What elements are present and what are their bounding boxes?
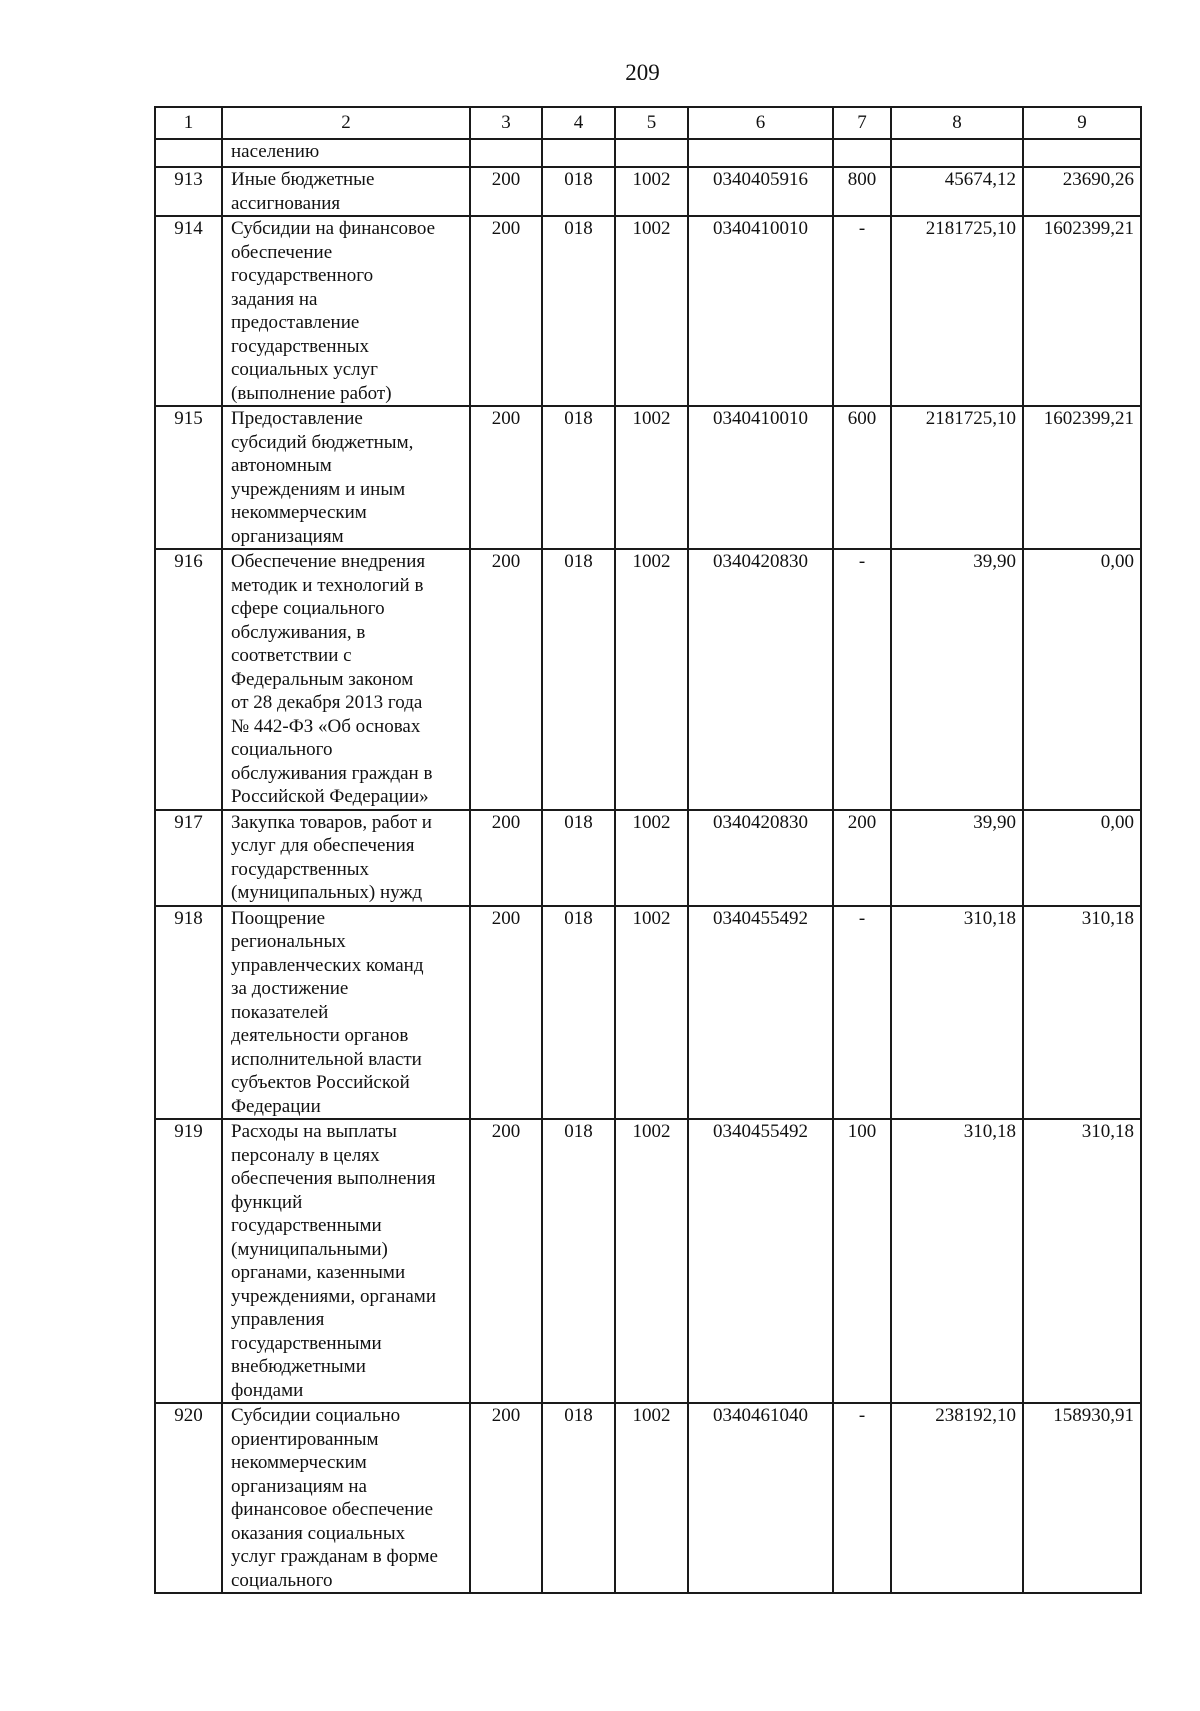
cell-col-6: 0340455492: [688, 906, 833, 1120]
cell-col-9: 310,18: [1023, 906, 1141, 1120]
cell-col-3: 200: [470, 216, 542, 406]
description-line: функций: [231, 1191, 303, 1213]
cell-col-7: 200: [833, 810, 891, 906]
column-header: 6: [688, 107, 833, 139]
cell-col-6: 0340410010: [688, 406, 833, 549]
description-line: некоммерческим: [231, 502, 367, 523]
table-row: [155, 1119, 1141, 1403]
cell-col-8: 238192,10: [891, 1403, 1023, 1593]
column-header: 3: [470, 107, 542, 139]
description-line: Закупка товаров, работ и: [231, 811, 432, 833]
cell-col-4: 018: [542, 1119, 615, 1403]
cell-col-9: 1602399,21: [1023, 406, 1141, 549]
cell-col-8: 310,18: [891, 906, 1023, 1120]
row-description: [222, 406, 470, 549]
description-line: деятельности органов: [231, 1025, 409, 1046]
cell-col-9: 158930,91: [1023, 1403, 1141, 1593]
description-line: управленческих команд: [231, 954, 424, 976]
row-description: [222, 1119, 470, 1403]
continuation-text: населению: [222, 139, 470, 167]
cell-col-4: 018: [542, 1403, 615, 1593]
description-line: обеспечение: [231, 241, 333, 263]
row-number: 918: [155, 906, 222, 1120]
row-number: 917: [155, 810, 222, 906]
cell-col-8: 39,90: [891, 810, 1023, 906]
cell-col-6: 0340405916: [688, 167, 833, 216]
description-line: финансовое обеспечение: [231, 1499, 434, 1520]
description-line: государственных: [231, 858, 370, 880]
cell-col-4: 018: [542, 406, 615, 549]
cell-col-6: 0340420830: [688, 549, 833, 810]
cell-col-9: 23690,26: [1023, 167, 1141, 216]
table-row: [155, 810, 1141, 906]
cell-col-5: 1002: [615, 906, 688, 1120]
description-line: Российской Федерации»: [231, 786, 429, 807]
table-row: [155, 549, 1141, 810]
cell-col-5: 1002: [615, 216, 688, 406]
cell-col-8: 39,90: [891, 549, 1023, 810]
cell-col-8: 45674,12: [891, 167, 1023, 216]
cell-col-3: 200: [470, 406, 542, 549]
row-number: 915: [155, 406, 222, 549]
cell-col-9: 1602399,21: [1023, 216, 1141, 406]
description-line: государственными: [231, 1332, 382, 1354]
description-line: услуг для обеспечения: [231, 835, 415, 856]
cell-col-5: 1002: [615, 1403, 688, 1593]
cell-col-8: 2181725,10: [891, 216, 1023, 406]
description-line: ориентированным: [231, 1428, 379, 1450]
cell-col-6: 0340410010: [688, 216, 833, 406]
cell-col-5: 1002: [615, 810, 688, 906]
cell-col-9: 0,00: [1023, 549, 1141, 810]
description-line: обслуживания, в: [231, 621, 366, 643]
cell-col-4: 018: [542, 216, 615, 406]
cell-col-5: 1002: [615, 1119, 688, 1403]
description-line: методик и технологий в: [231, 574, 424, 596]
description-line: соответствии с: [231, 645, 352, 666]
description-line: ассигнования: [231, 192, 341, 214]
description-line: предоставление: [231, 312, 360, 333]
cell-col-7: -: [833, 1403, 891, 1593]
row-description: [222, 810, 470, 906]
description-line: задания на: [231, 288, 318, 310]
budget-table: [154, 106, 1142, 1594]
cell-col-7: 100: [833, 1119, 891, 1403]
description-line: субъектов Российской: [231, 1072, 410, 1093]
column-header: 9: [1023, 107, 1141, 139]
cell-col-5: 1002: [615, 406, 688, 549]
description-line: региональных: [231, 931, 346, 952]
description-line: социального: [231, 739, 333, 760]
page-number: 209: [625, 60, 660, 85]
description-line: Поощрение: [231, 907, 326, 929]
description-line: обслуживания граждан в: [231, 762, 433, 784]
description-line: органами, казенными: [231, 1262, 406, 1283]
row-description: [222, 216, 470, 406]
column-header: 8: [891, 107, 1023, 139]
description-line: учреждениям и иным: [231, 478, 406, 500]
description-line: некоммерческим: [231, 1452, 367, 1473]
table-row: [155, 167, 1141, 216]
description-line: социального: [231, 1569, 333, 1591]
table-row: [155, 216, 1141, 406]
cell-col-4: 018: [542, 810, 615, 906]
continuation-row: [155, 139, 1141, 167]
cell-col-3: 200: [470, 906, 542, 1120]
row-number: 913: [155, 167, 222, 216]
cell-col-9: 0,00: [1023, 810, 1141, 906]
description-line: (выполнение работ): [231, 382, 392, 404]
row-number: 916: [155, 549, 222, 810]
description-line: персоналу в целях: [231, 1144, 380, 1166]
description-line: организациям: [231, 525, 344, 547]
description-line: фондами: [231, 1379, 304, 1401]
row-description: [222, 549, 470, 810]
description-line: исполнительной власти: [231, 1048, 422, 1070]
description-line: Расходы на выплаты: [231, 1121, 397, 1142]
row-description: [222, 167, 470, 216]
row-number: 919: [155, 1119, 222, 1403]
cell-col-3: 200: [470, 1119, 542, 1403]
description-line: Федеральным законом: [231, 668, 414, 690]
header-row: [155, 107, 1141, 139]
cell-col-6: 0340455492: [688, 1119, 833, 1403]
description-line: за достижение: [231, 978, 349, 999]
description-line: учреждениями, органами: [231, 1285, 437, 1307]
table-row: [155, 906, 1141, 1120]
description-line: государственного: [231, 265, 374, 286]
description-line: автономным: [231, 455, 332, 476]
cell-col-3: 200: [470, 167, 542, 216]
cell-col-8: 2181725,10: [891, 406, 1023, 549]
description-line: (муниципальными): [231, 1238, 388, 1260]
cell-col-7: -: [833, 216, 891, 406]
column-header: 5: [615, 107, 688, 139]
cell-col-3: 200: [470, 549, 542, 810]
description-line: внебюджетными: [231, 1356, 366, 1377]
description-line: организациям на: [231, 1475, 367, 1497]
description-line: субсидий бюджетным,: [231, 431, 414, 453]
cell-col-4: 018: [542, 906, 615, 1120]
description-line: управления: [231, 1309, 325, 1330]
row-description: [222, 906, 470, 1120]
cell-col-5: 1002: [615, 549, 688, 810]
description-line: Предоставление: [231, 408, 363, 429]
cell-col-4: 018: [542, 167, 615, 216]
description-line: Иные бюджетные: [231, 169, 375, 190]
description-line: социальных услуг: [231, 359, 378, 380]
column-header: 7: [833, 107, 891, 139]
cell-col-8: 310,18: [891, 1119, 1023, 1403]
row-description: [222, 1403, 470, 1593]
table-row: [155, 1403, 1141, 1593]
description-line: государственных: [231, 335, 370, 357]
description-line: (муниципальных) нужд: [231, 882, 423, 903]
cell-col-3: 200: [470, 1403, 542, 1593]
cell-col-7: 800: [833, 167, 891, 216]
cell-col-7: 600: [833, 406, 891, 549]
cell-col-3: 200: [470, 810, 542, 906]
description-line: от 28 декабря 2013 года: [231, 692, 423, 713]
row-number: 920: [155, 1403, 222, 1593]
description-line: Федерации: [231, 1095, 321, 1117]
table-row: [155, 406, 1141, 549]
row-number: 914: [155, 216, 222, 406]
cell-col-9: 310,18: [1023, 1119, 1141, 1403]
column-header: 1: [155, 107, 222, 139]
description-line: № 442-ФЗ «Об основах: [231, 715, 421, 737]
description-line: государственными: [231, 1215, 382, 1236]
cell-col-7: -: [833, 549, 891, 810]
description-line: показателей: [231, 1001, 329, 1023]
description-line: Субсидии социально: [231, 1405, 401, 1426]
description-line: обеспечения выполнения: [231, 1168, 436, 1189]
description-line: оказания социальных: [231, 1522, 406, 1544]
cell-col-4: 018: [542, 549, 615, 810]
cell-col-5: 1002: [615, 167, 688, 216]
description-line: Субсидии на финансовое: [231, 218, 436, 239]
description-line: сфере социального: [231, 598, 385, 619]
column-header: 2: [222, 107, 470, 139]
description-line: услуг гражданам в форме: [231, 1546, 438, 1567]
cell-col-7: -: [833, 906, 891, 1120]
cell-col-6: 0340461040: [688, 1403, 833, 1593]
description-line: Обеспечение внедрения: [231, 551, 426, 572]
cell-col-6: 0340420830: [688, 810, 833, 906]
column-header: 4: [542, 107, 615, 139]
